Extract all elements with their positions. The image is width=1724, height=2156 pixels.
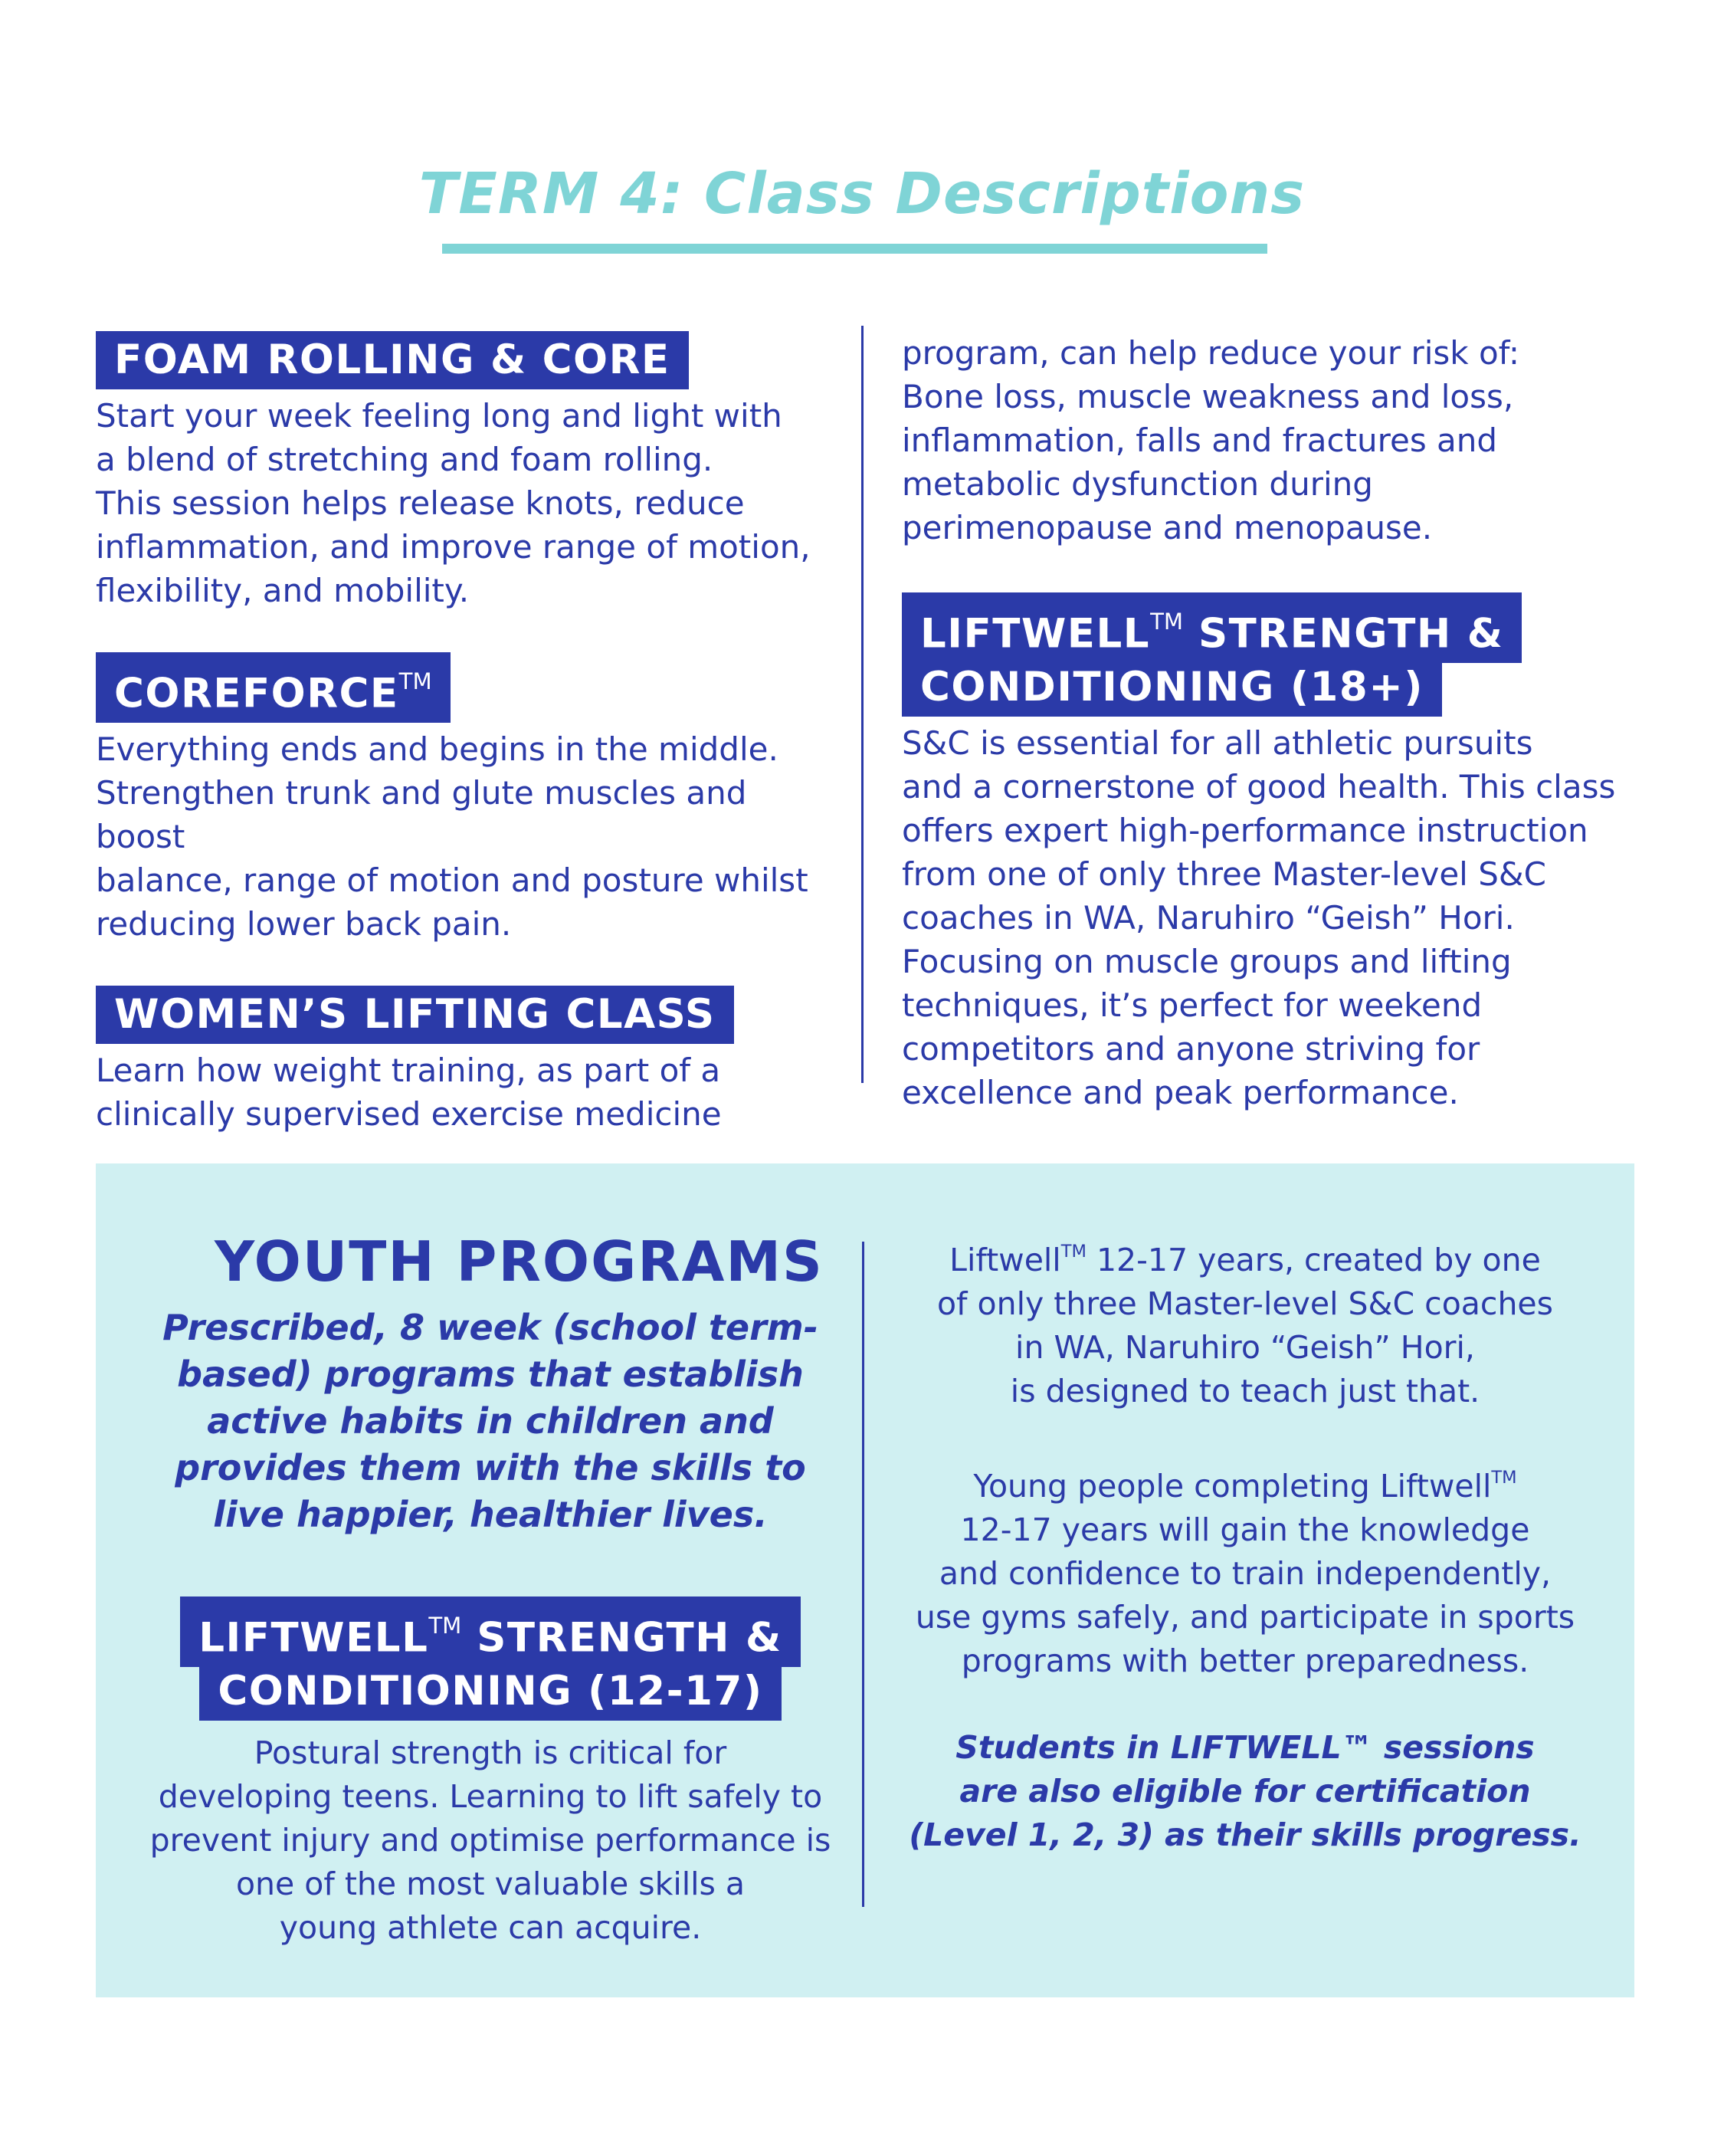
heading-text: STRENGTH & <box>461 1614 782 1662</box>
coreforce-heading <box>96 652 451 723</box>
youth-programs-subtitle: Prescribed, 8 week (school term- based) programs that establish active habits in children and provides them with the skills to live happier, healthier lives. <box>162 1307 818 1535</box>
column-divider <box>861 326 864 1083</box>
paragraph-text: Liftwell <box>949 1242 1061 1279</box>
foam-rolling-heading: FOAM ROLLING & CORE <box>96 331 689 389</box>
womens-lifting-description: Learn how weight training, as part of a clinically supervised exercise medicine <box>96 1052 722 1134</box>
liftwell-youth-heading-line1 <box>180 1596 800 1667</box>
heading-text: LIFTWELL <box>920 610 1151 658</box>
womens-lifting-heading: WOMEN’S LIFTING CLASS <box>96 986 734 1044</box>
youth-programs-title: YOUTH PROGRAMS <box>215 1229 824 1294</box>
liftwell-youth-description: Postural strength is critical for developing teens. Learning to lift safely to prevent injury and optimise performance is one of the most valuable skills a young athlete can acquire. <box>149 1734 831 1947</box>
trademark-mark: TM <box>398 668 432 694</box>
liftwell-adult-description: S&C is essential for all athletic pursuits and a cornerstone of good health. This class offers expert high-performance instruction from one of only three Master-level S&C coaches in WA, Naruhiro “Geish” Hori. Focusing on muscle groups and lifting techniques, it’s perfect for weekend competitors and anyone striving for excellence and peak performance. <box>902 724 1616 1112</box>
heading-text: STRENGTH & <box>1183 610 1504 658</box>
liftwell-youth-paragraph-2 <box>881 1456 1609 1683</box>
youth-column-divider <box>862 1242 864 1907</box>
youth-right-column <box>881 1230 1609 1857</box>
liftwell-youth-heading-line2: CONDITIONING (12-17) <box>199 1662 781 1721</box>
liftwell-youth-paragraph-1 <box>881 1230 1609 1413</box>
liftwell-adult-heading-line2: CONDITIONING (18+) <box>902 658 1442 717</box>
title-underline <box>442 244 1267 254</box>
coreforce-heading-text: COREFORCE <box>114 670 399 717</box>
foam-rolling-section <box>96 331 831 612</box>
liftwell-adult-section <box>902 592 1637 1114</box>
heading-text: LIFTWELL <box>198 1614 429 1662</box>
paragraph-text: 12-17 years, created by one of only three Master-level S&C coaches in WA, Naruhiro “Geish” Hori, is designed to teach just that. <box>936 1242 1554 1410</box>
certification-note: Students in LIFTWELL™ sessions are also eligible for certification (Level 1, 2, 3) as their skills progress. <box>909 1729 1581 1854</box>
trademark-mark: TM <box>1060 1242 1087 1262</box>
liftwell-youth-heading <box>138 1596 843 1721</box>
trademark-mark: TM <box>428 1613 462 1639</box>
left-column <box>96 331 831 1176</box>
coreforce-section <box>96 652 831 946</box>
page-title: TERM 4: Class Descriptions <box>418 161 1306 227</box>
right-column <box>902 331 1637 1114</box>
trademark-mark: TM <box>1491 1468 1517 1488</box>
womens-lifting-description-continued: program, can help reduce your risk of: Bone loss, muscle weakness and loss, inflammation, falls and fractures and metabolic dysfunction during perimenopause and menopause. <box>902 334 1520 546</box>
coreforce-description: Everything ends and begins in the middle. Strengthen trunk and glute muscles and boost balance, range of motion and posture whilst reducing lower back pain. <box>96 730 808 943</box>
foam-rolling-description: Start your week feeling long and light with a blend of stretching and foam rolling. This session helps release knots, reduce inflammation, and improve range of motion, flexibility, and mobility. <box>96 397 811 609</box>
liftwell-adult-heading-line1 <box>902 592 1522 663</box>
trademark-mark: TM <box>1150 609 1184 635</box>
paragraph-text: Young people completing Liftwell <box>973 1468 1492 1505</box>
womens-lifting-section <box>96 986 831 1136</box>
paragraph-text: 12-17 years will gain the knowledge and confidence to train independently, use gyms safely, and participate in sports programs with better preparedness. <box>915 1511 1575 1680</box>
youth-left-column <box>138 1225 843 1950</box>
